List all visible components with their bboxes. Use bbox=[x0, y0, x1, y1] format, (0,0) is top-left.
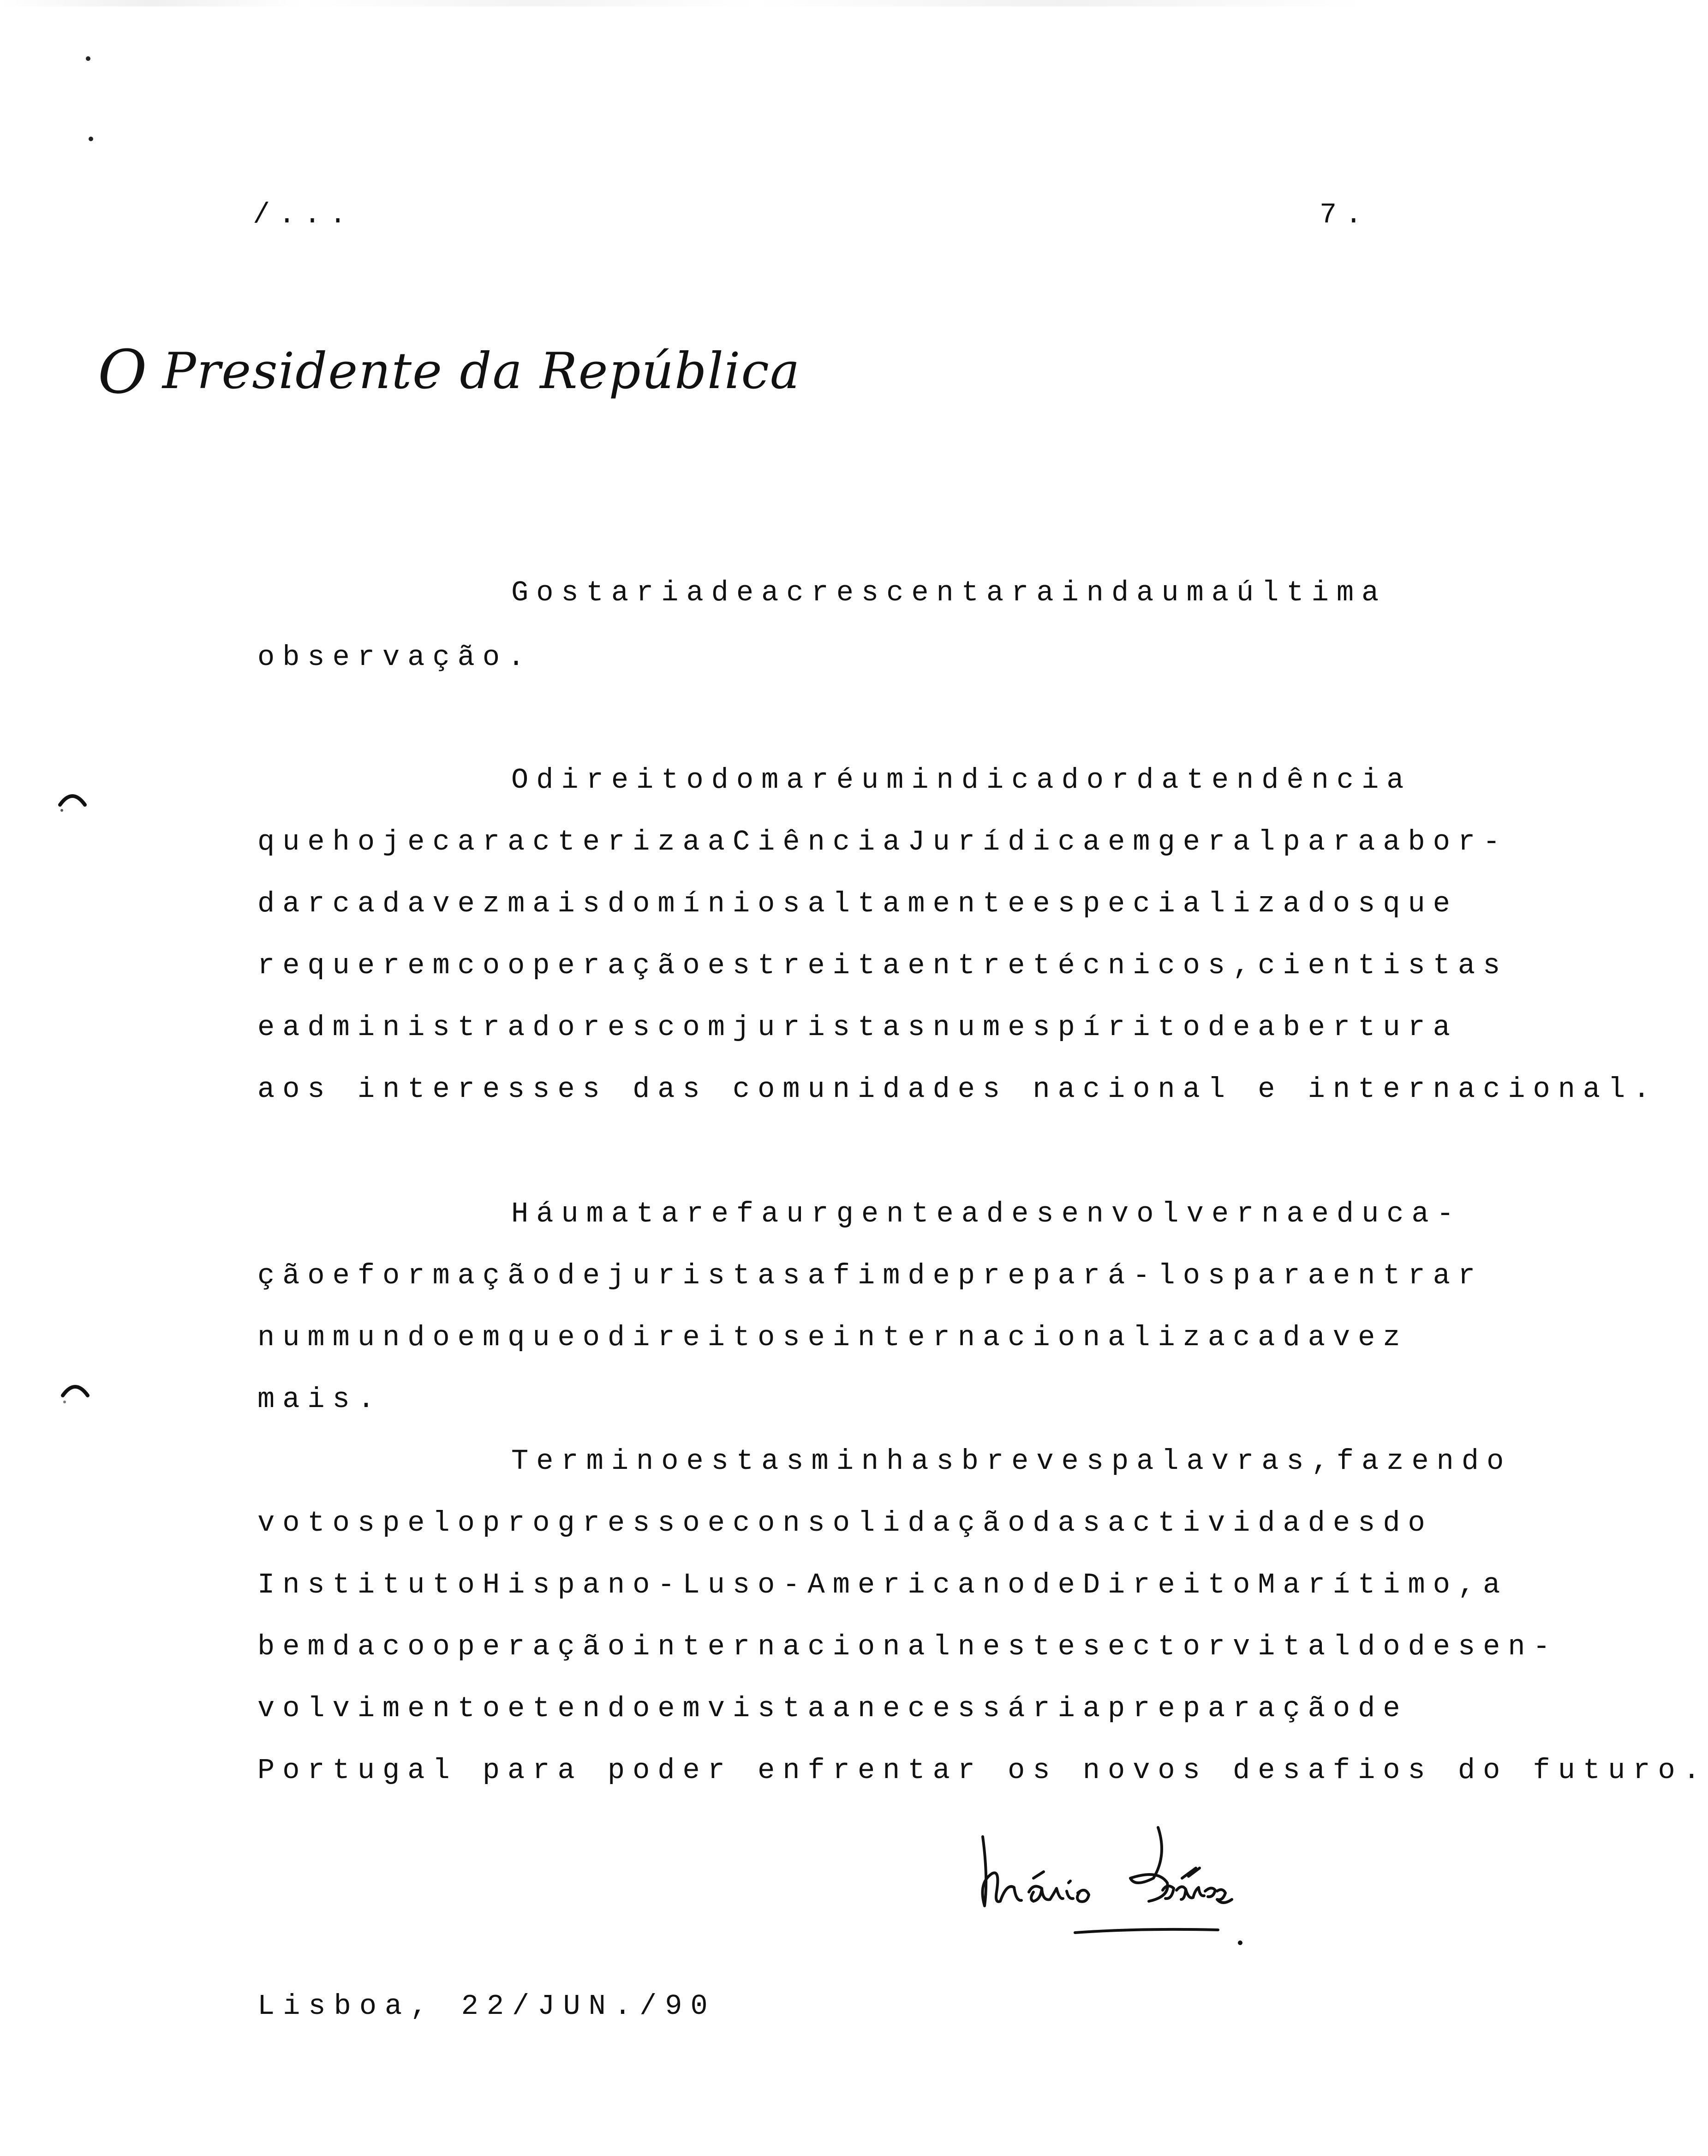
word: consolidação bbox=[732, 1507, 1033, 1539]
word: fazendo bbox=[1336, 1445, 1512, 1478]
word: vez bbox=[1332, 1321, 1408, 1354]
word: e bbox=[508, 1692, 533, 1725]
word: de bbox=[1207, 1011, 1258, 1044]
p2-line-2 bbox=[257, 826, 1508, 858]
word: Hispano-Luso-Americano bbox=[482, 1569, 1033, 1601]
word: mar bbox=[761, 764, 836, 797]
scan-speck bbox=[86, 56, 90, 61]
word: internacional bbox=[633, 1630, 958, 1663]
word: palavras, bbox=[1111, 1445, 1337, 1478]
p3-line-3 bbox=[257, 1321, 1408, 1354]
word: e bbox=[707, 1507, 733, 1539]
word: a bbox=[707, 826, 733, 858]
word: em bbox=[657, 1692, 708, 1725]
word: a bbox=[832, 1692, 858, 1725]
word: a bbox=[961, 1198, 986, 1230]
scan-speck bbox=[89, 137, 93, 141]
word: de bbox=[1033, 1569, 1083, 1601]
scan-edge-band bbox=[0, 0, 1513, 6]
word: bem bbox=[257, 1630, 333, 1663]
handwritten-signature bbox=[964, 1809, 1260, 1947]
word: cientistas bbox=[1258, 949, 1508, 982]
word: tendência bbox=[1186, 764, 1412, 797]
word: a bbox=[807, 1259, 833, 1292]
word: domínios bbox=[607, 887, 808, 920]
punch-hole-icon bbox=[59, 1377, 91, 1409]
word: técnicos, bbox=[1033, 949, 1258, 982]
word: ção bbox=[257, 1259, 333, 1292]
letterhead-title: Presidente da República bbox=[162, 342, 801, 400]
word: e bbox=[257, 1011, 283, 1044]
word: desenvolver bbox=[986, 1198, 1262, 1230]
p2-line-1 bbox=[511, 764, 1412, 797]
word: sector bbox=[1082, 1630, 1233, 1663]
word: Direito bbox=[1082, 1569, 1258, 1601]
word: da bbox=[1136, 764, 1187, 797]
word: Termino bbox=[511, 1445, 687, 1478]
word: vista bbox=[707, 1692, 833, 1725]
word: progresso bbox=[482, 1507, 708, 1539]
word: tarefa bbox=[636, 1198, 787, 1230]
word: estas bbox=[686, 1445, 812, 1478]
word: o bbox=[582, 1321, 608, 1354]
word: hoje bbox=[332, 826, 433, 858]
word: juristas bbox=[732, 1011, 933, 1044]
word: que bbox=[508, 1321, 583, 1354]
p1-line-2: observação. bbox=[257, 641, 533, 674]
word: dar bbox=[257, 887, 333, 920]
word: neste bbox=[957, 1630, 1083, 1663]
p4-line-2 bbox=[257, 1507, 1433, 1539]
word: a bbox=[1483, 1569, 1508, 1601]
word: última bbox=[1236, 576, 1387, 609]
word: é bbox=[836, 764, 861, 797]
word: educa- bbox=[1311, 1198, 1462, 1230]
word: requerem bbox=[257, 949, 458, 982]
word: do bbox=[1358, 1630, 1408, 1663]
word: fim bbox=[832, 1259, 908, 1292]
word: ainda bbox=[1036, 576, 1162, 609]
word: acrescentar bbox=[761, 576, 1037, 609]
word: estreita bbox=[707, 949, 908, 982]
word: do bbox=[711, 764, 762, 797]
word: necessária bbox=[857, 1692, 1108, 1725]
word: formação bbox=[357, 1259, 558, 1292]
p3-line-4: mais. bbox=[257, 1383, 383, 1416]
word: Instituto bbox=[257, 1569, 483, 1601]
word: e bbox=[332, 1259, 358, 1292]
word: direito bbox=[536, 764, 711, 797]
word: cada bbox=[332, 887, 433, 920]
word: das bbox=[1033, 1507, 1108, 1539]
p3-line-2 bbox=[257, 1259, 1483, 1292]
word: de bbox=[711, 576, 762, 609]
word: para bbox=[1283, 826, 1383, 858]
word: uma bbox=[1161, 576, 1237, 609]
letterhead-initial: O bbox=[98, 337, 147, 407]
word: altamente bbox=[807, 887, 1033, 920]
word: da bbox=[332, 1630, 383, 1663]
word: mais bbox=[508, 887, 608, 920]
word: entrar bbox=[1332, 1259, 1483, 1292]
word: vital bbox=[1233, 1630, 1358, 1663]
word: em bbox=[1108, 826, 1158, 858]
p4-line-5 bbox=[257, 1692, 1408, 1725]
word: mundo bbox=[332, 1321, 458, 1354]
word: direito bbox=[607, 1321, 783, 1354]
word: cada bbox=[1233, 1321, 1333, 1354]
word: que bbox=[257, 826, 333, 858]
word: na bbox=[1261, 1198, 1312, 1230]
word: prepará-los bbox=[957, 1259, 1233, 1292]
word: administradores bbox=[282, 1011, 658, 1044]
word: tendo bbox=[532, 1692, 658, 1725]
page-number: 7. bbox=[1320, 198, 1371, 231]
word: espírito bbox=[1008, 1011, 1208, 1044]
closing-date: Lisboa, 22/JUN./90 bbox=[257, 1990, 716, 2023]
p4-line-3 bbox=[257, 1569, 1508, 1601]
word: num bbox=[257, 1321, 333, 1354]
word: se bbox=[782, 1321, 833, 1354]
word: desen- bbox=[1408, 1630, 1558, 1663]
p4-line-4 bbox=[257, 1630, 1558, 1663]
word: caracteriza bbox=[432, 826, 708, 858]
word: urgente bbox=[786, 1198, 961, 1230]
word: com bbox=[657, 1011, 733, 1044]
word: pelo bbox=[382, 1507, 483, 1539]
word: actividades bbox=[1108, 1507, 1383, 1539]
word: preparação bbox=[1108, 1692, 1358, 1725]
word: abor- bbox=[1383, 826, 1508, 858]
word: uma bbox=[561, 1198, 637, 1230]
word: em bbox=[457, 1321, 508, 1354]
word: Marítimo, bbox=[1258, 1569, 1483, 1601]
word: Jurídica bbox=[908, 826, 1108, 858]
word: volvimento bbox=[257, 1692, 508, 1725]
p2-line-4 bbox=[257, 949, 1508, 982]
word: cooperação bbox=[382, 1630, 633, 1663]
word: num bbox=[932, 1011, 1008, 1044]
word: de bbox=[908, 1259, 958, 1292]
p4-line-1 bbox=[511, 1445, 1512, 1478]
word: um bbox=[861, 764, 912, 797]
word: O bbox=[511, 764, 537, 797]
p1-line-1 bbox=[511, 576, 1387, 609]
letterhead bbox=[89, 337, 801, 407]
p2-line-3 bbox=[257, 887, 1458, 920]
word: minhas bbox=[811, 1445, 961, 1478]
p2-line-6: aos interesses das comunidades nacional e internacional. bbox=[257, 1073, 1658, 1106]
word: indicador bbox=[911, 764, 1137, 797]
punch-hole-icon bbox=[56, 786, 89, 819]
word: de bbox=[1358, 1692, 1408, 1725]
p3-line-1 bbox=[511, 1198, 1462, 1230]
p4-line-6: Portugal para poder enfrentar os novos desafios do futuro. bbox=[257, 1754, 1708, 1787]
word: para bbox=[1233, 1259, 1333, 1292]
word: vez bbox=[432, 887, 508, 920]
word: geral bbox=[1158, 826, 1283, 858]
p2-line-5 bbox=[257, 1011, 1458, 1044]
word: votos bbox=[257, 1507, 383, 1539]
word: entre bbox=[908, 949, 1033, 982]
word: que bbox=[1383, 887, 1458, 920]
word: internacionaliza bbox=[832, 1321, 1233, 1354]
word: do bbox=[1383, 1507, 1433, 1539]
word: Ciência bbox=[732, 826, 908, 858]
word: de bbox=[557, 1259, 608, 1292]
word: cooperação bbox=[457, 949, 708, 982]
word: especializados bbox=[1033, 887, 1383, 920]
word: abertura bbox=[1258, 1011, 1458, 1044]
word: Há bbox=[511, 1198, 561, 1230]
word: Gostaria bbox=[511, 576, 711, 609]
continuation-marker: /... bbox=[253, 198, 355, 231]
word: breves bbox=[961, 1445, 1111, 1478]
word: juristas bbox=[607, 1259, 808, 1292]
